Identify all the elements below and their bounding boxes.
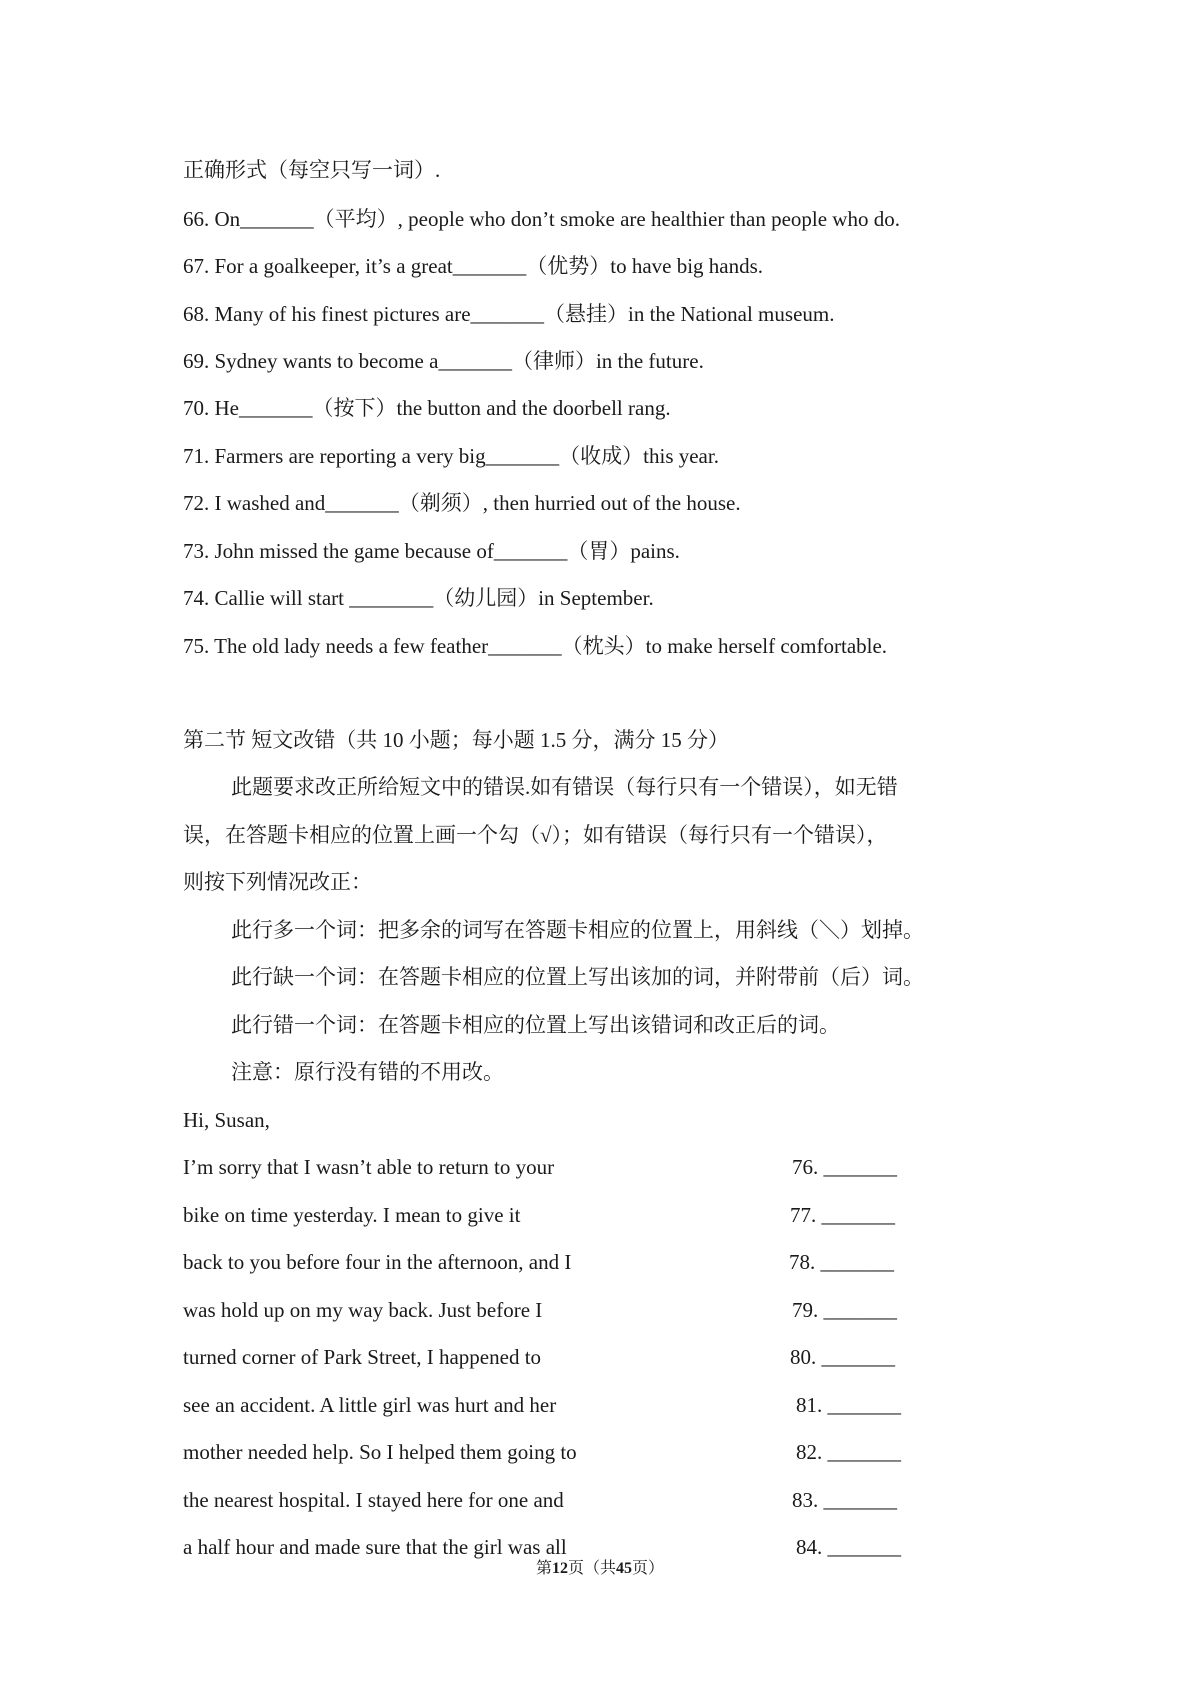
footer-suffix: 页） <box>632 1560 665 1577</box>
instruction-line-1: 此题要求改正所给短文中的错误.如有错误（每行只有一个错误），如无错 <box>231 775 898 799</box>
question-72: 72. I washed and_______（剃须）, then hurried out of the house. <box>183 491 741 515</box>
answer-blank: 76. _______ <box>792 1155 897 1179</box>
answer-blank: 78. _______ <box>789 1250 894 1274</box>
answer-blank: 82. _______ <box>796 1440 901 1464</box>
footer-page-number: 12 <box>551 1560 568 1577</box>
answer-blank: 81. _______ <box>796 1393 901 1417</box>
passage-line: back to you before four in the afternoon, and I <box>183 1250 572 1274</box>
question-66: 66. On_______（平均）, people who don’t smoke are healthier than people who do. <box>183 207 900 231</box>
passage-line: a half hour and made sure that the girl was all <box>183 1535 567 1559</box>
question-73: 73. John missed the game because of_______（胃）pains. <box>183 539 680 563</box>
question-71: 71. Farmers are reporting a very big_______（收成）this year. <box>183 444 719 468</box>
question-69: 69. Sydney wants to become a_______（律师）in the future. <box>183 349 704 373</box>
rule-missing-word: 此行缺一个词：在答题卡相应的位置上写出该加的词，并附带前（后）词。 <box>231 965 924 989</box>
passage-line: see an accident. A little girl was hurt and her <box>183 1393 557 1417</box>
question-75: 75. The old lady needs a few feather_______（枕头）to make herself comfortable. <box>183 634 888 658</box>
question-74: 74. Callie will start ________（幼儿园）in September. <box>183 586 654 610</box>
passage-line: mother needed help. So I helped them going to <box>183 1440 577 1464</box>
answer-blank: 83. _______ <box>792 1488 897 1512</box>
instruction-line-3: 则按下列情况改正： <box>183 870 372 894</box>
rule-extra-word: 此行多一个词：把多余的词写在答题卡相应的位置上，用斜线（＼）划掉。 <box>231 918 924 942</box>
passage-line: turned corner of Park Street, I happened to <box>183 1345 542 1369</box>
footer-total-pages: 45 <box>616 1560 632 1577</box>
rule-wrong-word: 此行错一个词：在答题卡相应的位置上写出该错词和改正后的词。 <box>231 1013 840 1037</box>
letter-greeting: Hi, Susan, <box>183 1108 270 1132</box>
page-footer <box>0 1558 1200 1580</box>
footer-middle: 页（共 <box>567 1560 616 1577</box>
passage-line: bike on time yesterday. I mean to give it <box>183 1203 521 1227</box>
answer-blank: 79. _______ <box>792 1298 897 1322</box>
answer-blank: 77. _______ <box>790 1203 895 1227</box>
question-68: 68. Many of his finest pictures are_______（悬挂）in the National museum. <box>183 302 835 326</box>
passage-line: I’m sorry that I wasn’t able to return to your <box>183 1155 555 1179</box>
question-70: 70. He_______（按下）the button and the doorbell rang. <box>183 396 671 420</box>
answer-blank: 80. _______ <box>790 1345 895 1369</box>
instruction-line-2: 误，在答题卡相应的位置上画一个勾（√）；如有错误（每行只有一个错误）， <box>183 823 888 847</box>
footer-prefix: 第 <box>535 1560 552 1577</box>
passage-line: was hold up on my way back. Just before I <box>183 1298 543 1322</box>
rule-note: 注意：原行没有错的不用改。 <box>231 1060 504 1084</box>
section2-heading: 第二节 短文改错（共 10 小题；每小题 1.5 分，满分 15 分） <box>183 728 729 752</box>
passage-line: the nearest hospital. I stayed here for one and <box>183 1488 564 1512</box>
answer-blank: 84. _______ <box>796 1535 901 1559</box>
intro-line: 正确形式（每空只写一词）. <box>183 158 441 182</box>
question-67: 67. For a goalkeeper, it’s a great_______（优势）to have big hands. <box>183 254 764 278</box>
